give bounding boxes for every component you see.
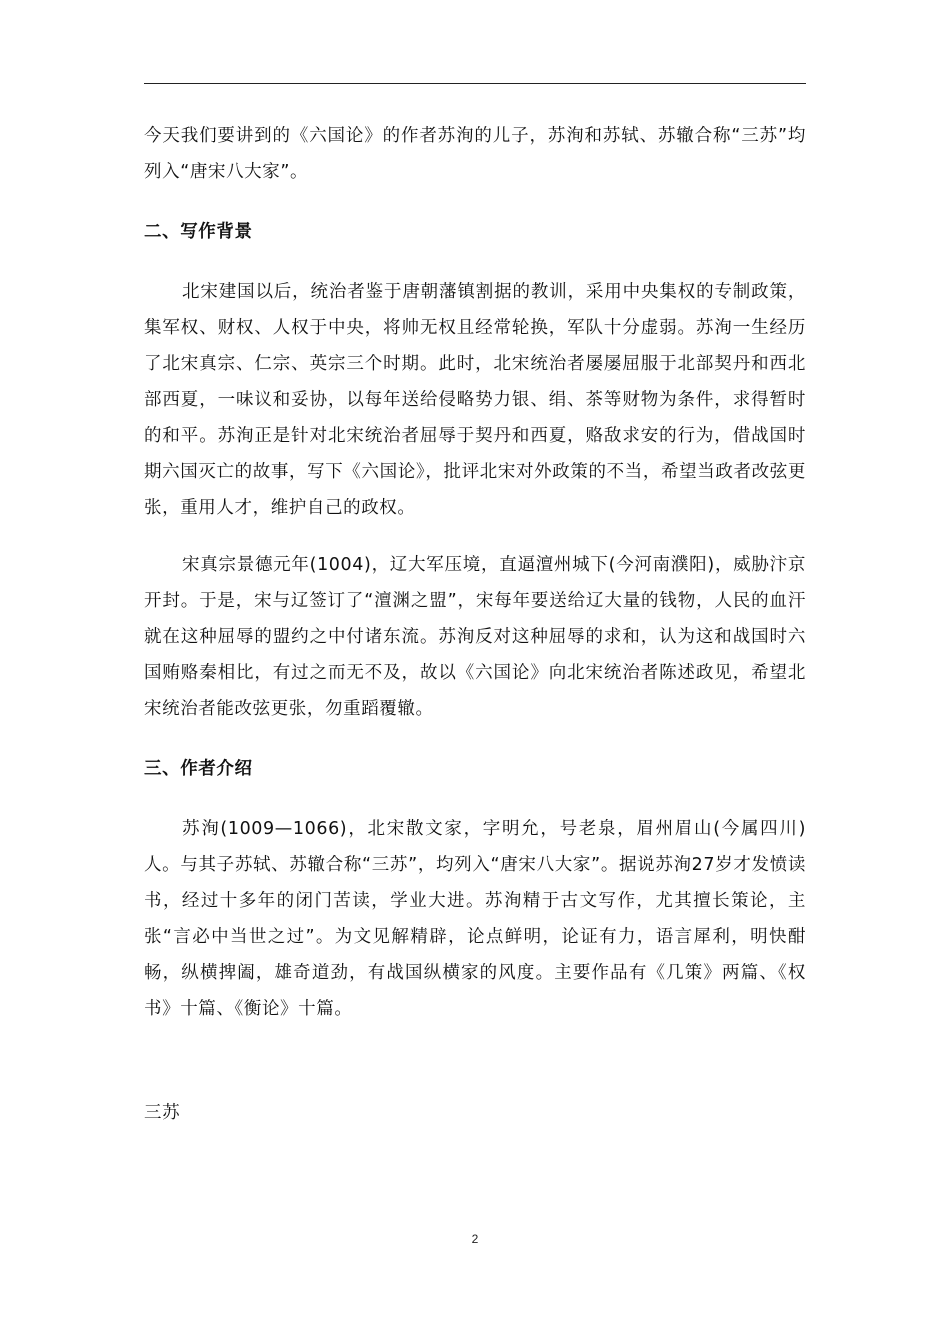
header-rule: [144, 83, 806, 84]
trailing-text: 三苏: [144, 1103, 181, 1123]
page-number: 2: [471, 1232, 479, 1246]
author-paragraph: 苏洵(1009—1066)，北宋散文家，字明允，号老泉，眉州眉山(今属四川)人。与其子苏轼、苏辙合称“三苏”，均列入“唐宋八大家”。据说苏洵27岁才发愤读书，经过十多年的闭门苦读，学业大进。苏洵精于古文写作，尤其擅长策论，主张“言必中当世之过”。为文见解精辟，论点鲜明，论证有力，语言犀利，明快酣畅，纵横捭阖，雄奇道劲，有战国纵横家的风度。主要作品有《几策》两篇、《权书》十篇、《衡论》十篇。: [144, 819, 806, 1019]
intro-paragraph: 今天我们要讲到的《六国论》的作者苏洵的儿子，苏洵和苏轼、苏辙合称“三苏”均列入“唐宋八大家”。: [144, 126, 806, 182]
background-paragraph-1: 北宋建国以后，统治者鉴于唐朝藩镇割据的教训，采用中央集权的专制政策，集军权、财权、人权于中央，将帅无权且经常轮换，军队十分虚弱。苏洵一生经历了北宋真宗、仁宗、英宗三个时期。此时，北宋统治者屡屡屈服于北部契丹和西北部西夏，一味议和妥协，以每年送给侵略势力银、绢、茶等财物为条件，求得暂时的和平。苏洵正是针对北宋统治者屈辱于契丹和西夏，赂敌求安的行为，借战国时期六国灭亡的故事，写下《六国论》，批评北宋对外政策的不当，希望当政者改弦更张，重用人才，维护自己的政权。: [144, 282, 806, 518]
section-heading-background: 二、写作背景: [144, 222, 253, 242]
page-content: [144, 118, 806, 1131]
background-paragraph-2: 宋真宗景德元年(1004)，辽大军压境，直逼澶州城下(今河南濮阳)，威胁汴京开封。于是，宋与辽签订了“澶渊之盟”，宋每年要送给辽大量的钱物，人民的血汗就在这种屈辱的盟约之中付诸东流。苏洵反对这种屈辱的求和，认为这和战国时六国贿赂秦相比，有过之而无不及，故以《六国论》向北宋统治者陈述政见，希望北宋统治者能改弦更张，勿重蹈覆辙。: [144, 555, 806, 719]
section-heading-author: 三、作者介绍: [144, 759, 253, 779]
